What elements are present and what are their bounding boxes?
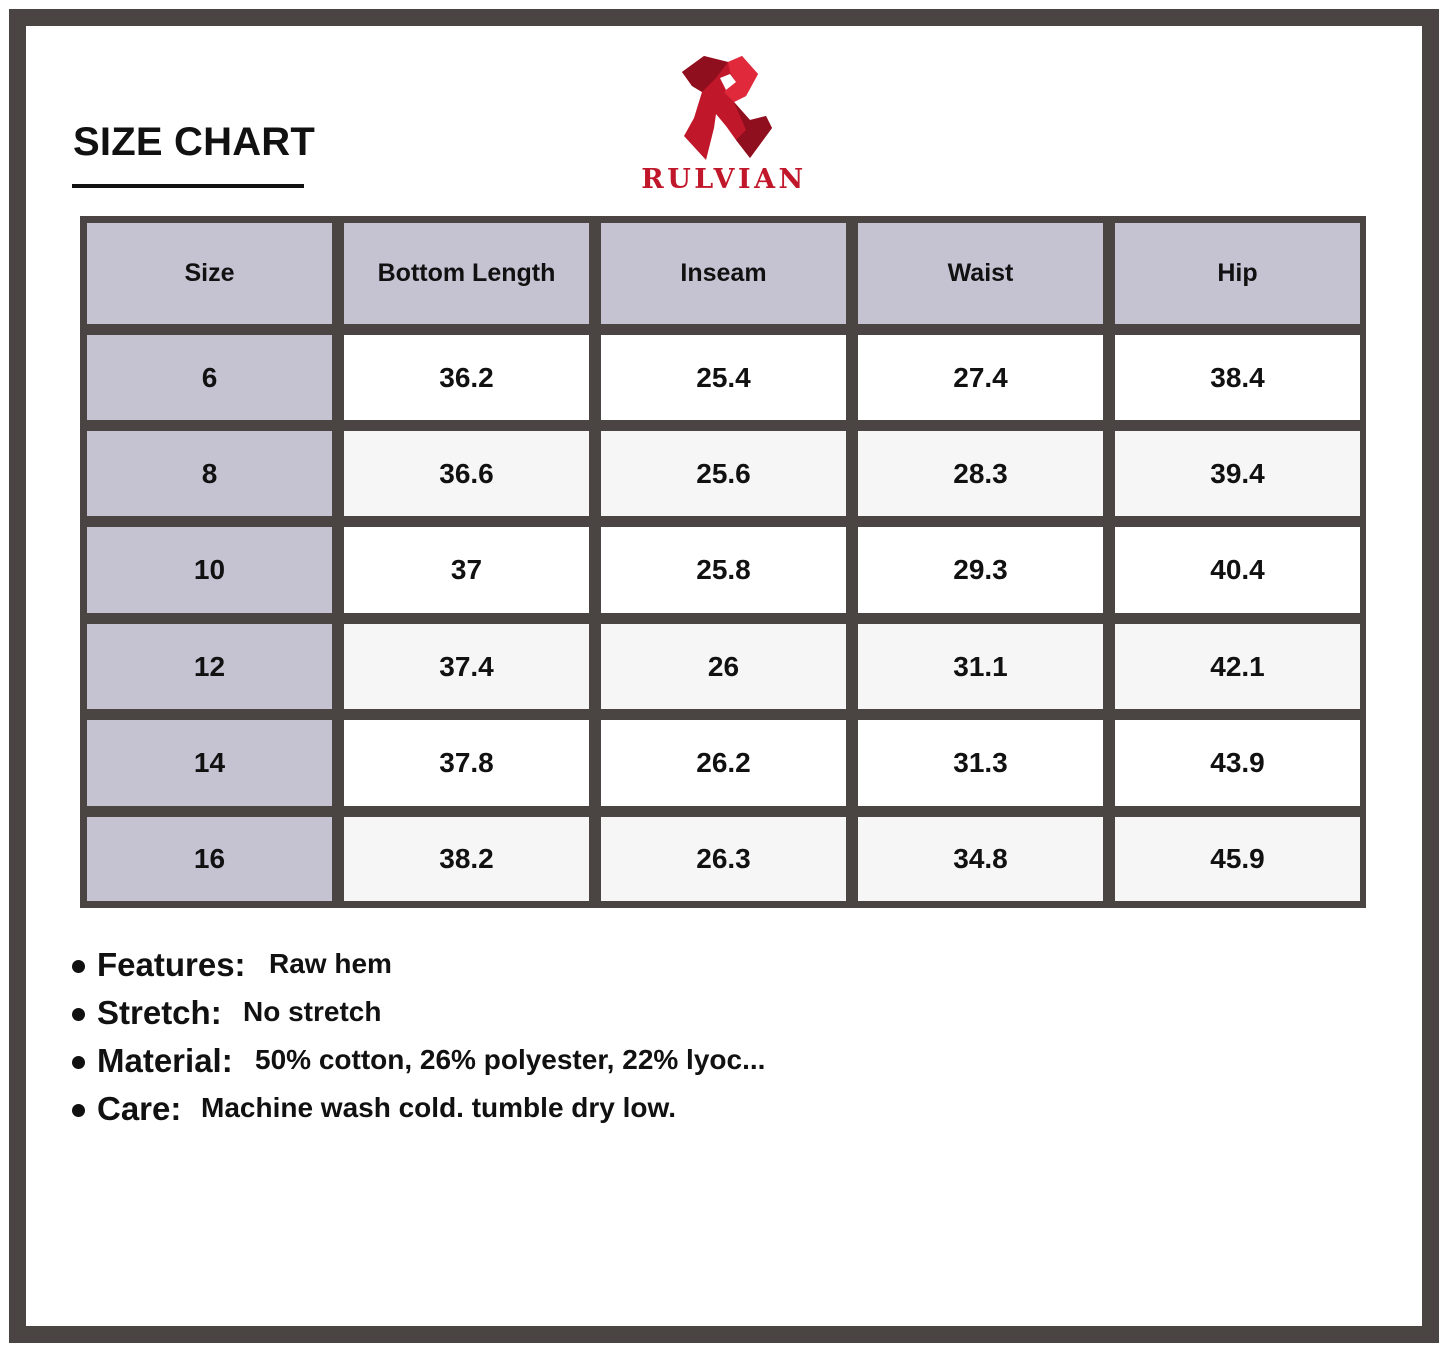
note-value: 50% cotton, 26% polyester, 22% lyoc... (255, 1044, 766, 1075)
note-label: Material: (97, 1042, 233, 1079)
note-label: Care: (97, 1090, 182, 1127)
measurement-cell: 27.4 (858, 335, 1103, 420)
measurement-cell: 38.2 (344, 817, 589, 901)
measurement-cell: 34.8 (858, 817, 1103, 901)
measurement-cell: 39.4 (1115, 431, 1360, 516)
size-cell: 14 (87, 720, 332, 806)
size-cell: 8 (87, 431, 332, 516)
note-label: Stretch: (97, 994, 222, 1031)
rulvian-r-logo-icon (676, 52, 776, 162)
size-cell: 16 (87, 817, 332, 901)
measurement-cell: 36.6 (344, 431, 589, 516)
measurement-cell: 28.3 (858, 431, 1103, 516)
column-header: Waist (858, 223, 1103, 324)
measurement-cell: 26.3 (601, 817, 846, 901)
bullet-icon (72, 1008, 85, 1021)
column-header: Hip (1115, 223, 1360, 324)
size-cell: 6 (87, 335, 332, 420)
measurement-cell: 25.6 (601, 431, 846, 516)
measurement-cell: 45.9 (1115, 817, 1360, 901)
note-value: No stretch (243, 996, 382, 1027)
note-label: Features: (97, 946, 246, 983)
measurement-cell: 25.4 (601, 335, 846, 420)
column-header: Bottom Length (344, 223, 589, 324)
page-title: SIZE CHART (73, 120, 315, 164)
measurement-cell: 29.3 (858, 527, 1103, 613)
measurement-cell: 43.9 (1115, 720, 1360, 806)
brand-logo (626, 52, 822, 202)
measurement-cell: 40.4 (1115, 527, 1360, 613)
measurement-cell: 25.8 (601, 527, 846, 613)
column-header: Size (87, 223, 332, 324)
measurement-cell: 37 (344, 527, 589, 613)
bullet-icon (72, 1104, 85, 1117)
measurement-cell: 26 (601, 624, 846, 709)
measurement-cell: 37.4 (344, 624, 589, 709)
title-underline (72, 184, 304, 188)
measurement-cell: 31.1 (858, 624, 1103, 709)
measurement-cell: 38.4 (1115, 335, 1360, 420)
measurement-cell: 42.1 (1115, 624, 1360, 709)
measurement-cell: 31.3 (858, 720, 1103, 806)
size-cell: 10 (87, 527, 332, 613)
brand-name: RULVIAN (641, 164, 807, 195)
measurement-cell: 36.2 (344, 335, 589, 420)
size-chart-table (80, 216, 1366, 908)
note-value: Machine wash cold. tumble dry low. (201, 1092, 677, 1123)
note-value: Raw hem (269, 948, 392, 979)
size-cell: 12 (87, 624, 332, 709)
measurement-cell: 37.8 (344, 720, 589, 806)
bullet-icon (72, 1056, 85, 1069)
bullet-icon (72, 960, 85, 973)
measurement-cell: 26.2 (601, 720, 846, 806)
column-header: Inseam (601, 223, 846, 324)
